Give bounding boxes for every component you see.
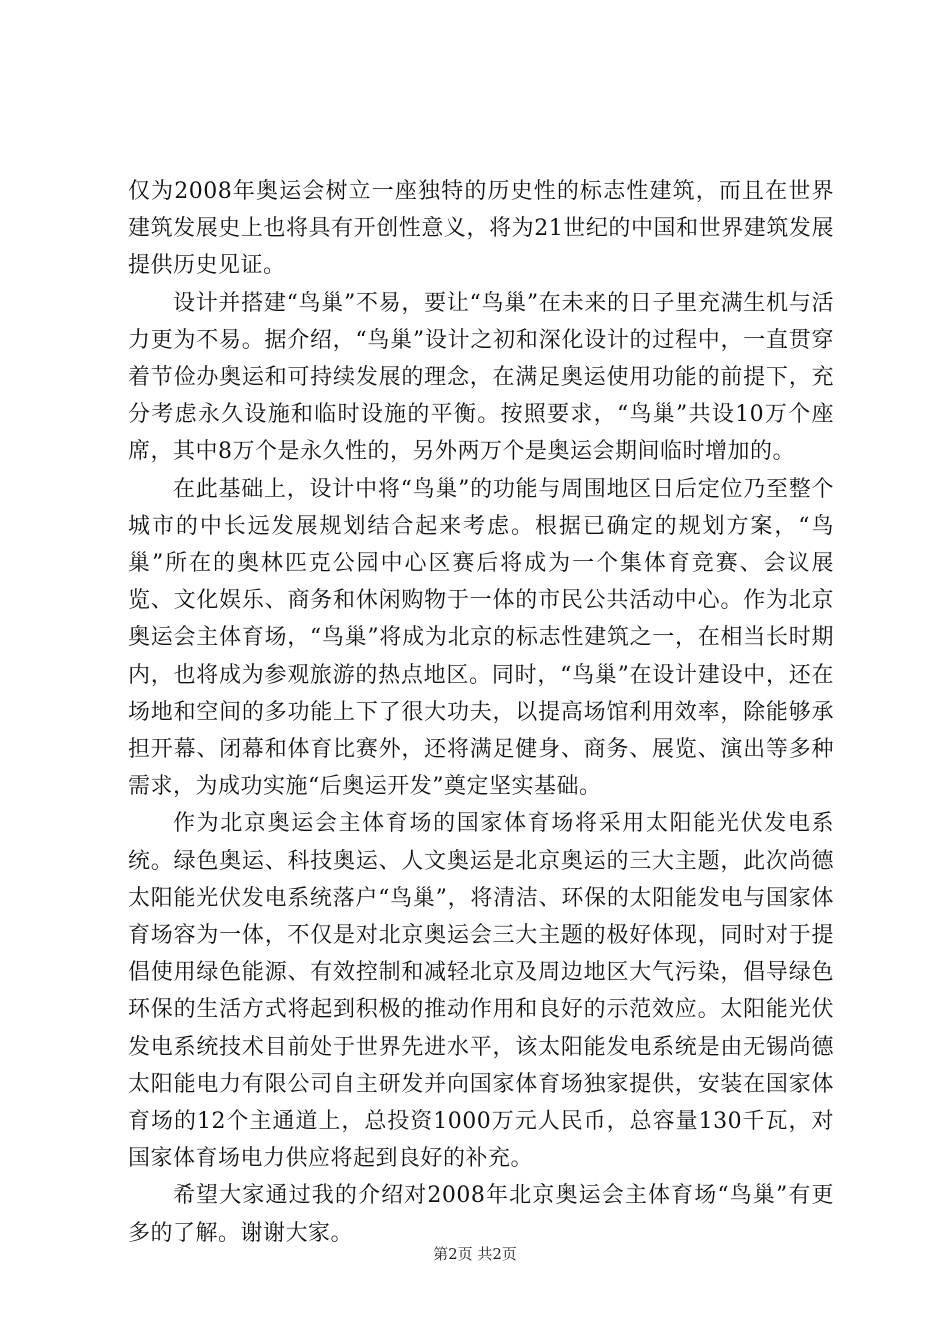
paragraph-5: 希望大家通过我的介绍对2008年北京奥运会主体育场“鸟巢”有更多的了解。谢谢大家。 [128,1183,834,1246]
page-number-footer: 第2页 共2页 [433,1245,517,1263]
document-body [128,173,834,1252]
paragraph-4: 作为北京奥运会主体育场的国家体育场将采用太阳能光伏发电系统。绿色奥运、科技奥运、人文奥运是北京奥运的三大主题，此次尚德太阳能光伏发电系统落户“鸟巢”，将清洁、环保的太阳能发电与国家体育场容为一体，不仅是对北京奥运会三大主题的极好体现，同时对于提倡使用绿色能源、有效控制和减轻北京及周边地区大气污染，倡导绿色环保的生活方式将起到积极的推动作用和良好的示范效应。太阳能光伏发电系统技术目前处于世界先进水平，该太阳能发电系统是由无锡尚德太阳能电力有限公司自主研发并向国家体育场独家提供，安装在国家体育场的12个主通道上，总投资1000万元人民币，总容量130千瓦，对国家体育场电力供应将起到良好的补充。 [128,811,834,1172]
paragraph-1: 仅为2008年奥运会树立一座独特的历史性的标志性建筑，而且在世界建筑发展史上也将具有开创性意义，将为21世纪的中国和世界建筑发展提供历史见证。 [128,179,834,279]
paragraph-2: 设计并搭建“鸟巢”不易，要让“鸟巢”在未来的日子里充满生机与活力更为不易。据介绍，“鸟巢”设计之初和深化设计的过程中，一直贯穿着节俭办奥运和可持续发展的理念，在满足奥运使用功能的前提下，充分考虑永久设施和临时设施的平衡。按照要求，“鸟巢”共设10万个座席，其中8万个是永久性的，另外两万个是奥运会期间临时增加的。 [128,290,834,465]
paragraph-3: 在此基础上，设计中将“鸟巢”的功能与周围地区日后定位乃至整个城市的中长远发展规划结合起来考虑。根据已确定的规划方案，“鸟巢”所在的奥林匹克公园中心区赛后将成为一个集体育竞赛、会议展览、文化娱乐、商务和休闲购物于一体的市民公共活动中心。作为北京奥运会主体育场，“鸟巢”将成为北京的标志性建筑之一，在相当长时期内，也将成为参观旅游的热点地区。同时，“鸟巢”在设计建设中，还在场地和空间的多功能上下了很大功夫，以提高场馆利用效率，除能够承担开幕、闭幕和体育比赛外，还将满足健身、商务、展览、演出等多种需求，为成功实施“后奥运开发”奠定坚实基础。 [128,476,834,800]
